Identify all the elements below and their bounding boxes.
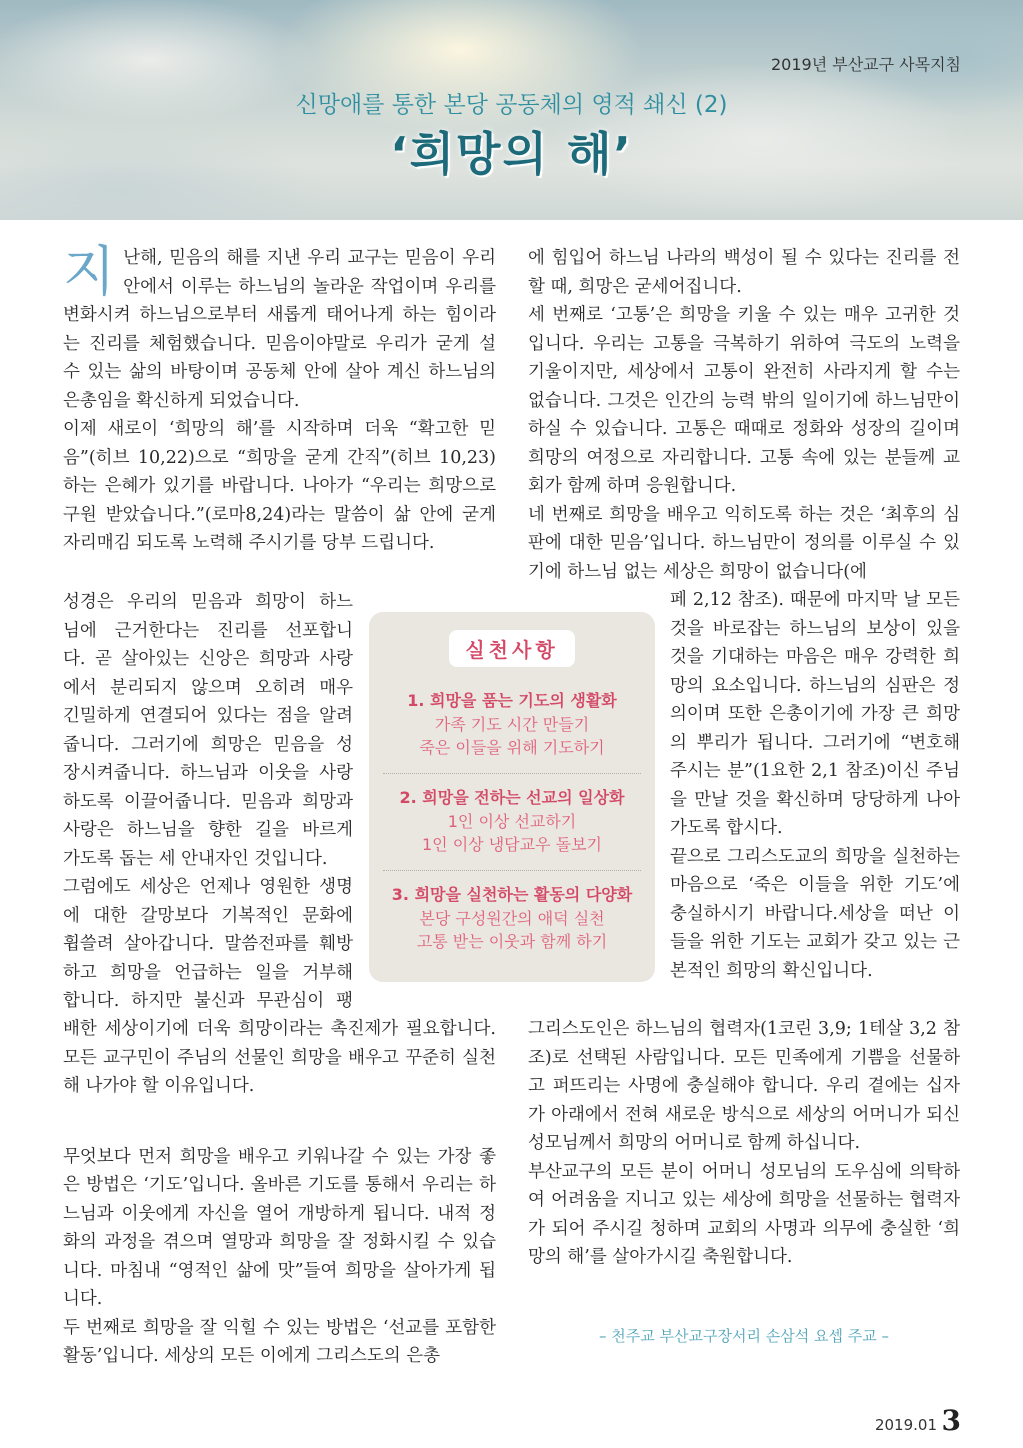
text-line: 사랑은 하느님을 향한 길을 바르게 bbox=[63, 820, 353, 840]
drop-cap: 지 bbox=[63, 240, 116, 303]
practice-action: 죽은 이들을 위해 기도하기 bbox=[419, 738, 605, 757]
right-column-top bbox=[528, 244, 960, 586]
text-line: 에서 분리되지 않으며 오히려 매우 bbox=[63, 677, 353, 698]
paragraph: 무엇보다 먼저 희망을 배우고 키워나갈 수 있는 가장 좋은 방법은 ‘기도’입니다. 올바른 기도를 통해서 우리는 하느님과 이웃에게 자신을 열어 개방하게 됩니다. 내적 정화의 과정을 겪으며 열망과 희망을 잘 정화시킬 수 있습니다. 마침내 “영적인 삶에 맛”들여 희망을 살아가게 됩니다. bbox=[63, 1146, 496, 1309]
practice-title: 3. 희망을 실천하는 활동의 다양화 bbox=[391, 885, 633, 904]
paragraph: 이제 새로이 ‘희망의 해’를 시작하며 더욱 “확고한 믿음”(히브 10,22)으로 “희망을 굳게 간직”(히브 10,23)하는 은혜가 있기를 바랍니다. 나아가 “우리는 희망으로 구원 받았습니다.”(로마8,24)라는 말씀이 삶 안에 굳게 자리매김 되도록 노력해 주시기를 당부 드립니다. bbox=[63, 419, 496, 553]
practice-action: 고통 받는 이웃과 함께 하기 bbox=[416, 932, 608, 951]
callout-header: 실천사항 bbox=[449, 630, 574, 667]
paragraph: 끝으로 그리스도교의 희망을 실천하는 마음으로 ‘죽은 이들을 위한 기도’에 충실하시기 바랍니다.세상을 떠난 이들을 위한 기도는 교회가 갖고 있는 근본적인 희망의 확신입니다. bbox=[670, 846, 960, 981]
paragraph: 부산교구의 모든 분이 어머니 성모님의 도우심에 의탁하여 어려움을 지니고 있는 세상에 희망을 선물하는 협력자가 되어 주시길 청하며 교회의 사명과 의무에 충실한 ‘희망의 해’를 살아가시길 축원합니다. bbox=[528, 1161, 960, 1267]
practice-action: 가족 기도 시간 만들기 bbox=[434, 715, 590, 734]
text-line: 다. 곧 살아있는 신앙은 희망과 사랑 bbox=[63, 649, 353, 669]
practice-callout bbox=[369, 612, 655, 982]
issue-date: 2019.01 bbox=[874, 1416, 937, 1434]
practice-action: 1인 이상 선교하기 bbox=[447, 812, 577, 831]
left-column-narrow bbox=[63, 588, 353, 1016]
text-line: 그럼에도 세상은 언제나 영원한 생명 bbox=[63, 877, 353, 897]
header-banner bbox=[0, 0, 1023, 220]
header-label: 2019년 부산교구 사목지침 bbox=[771, 55, 961, 74]
practice-item bbox=[383, 870, 641, 967]
text-line: 긴밀하게 연결되어 있다는 점을 알려 bbox=[63, 706, 353, 726]
paragraph: 배한 세상이기에 더욱 희망이라는 촉진제가 필요합니다. 모든 교구민이 주님의 선물인 희망을 배우고 꾸준히 실천해 나가야 할 이유입니다. bbox=[63, 1019, 496, 1096]
paragraph: 그리스도인은 하느님의 협력자(1코린 3,9; 1테살 3,2 참조)로 선택된 사람입니다. 모든 민족에게 기쁨을 선물하고 퍼뜨리는 사명에 충실해야 합니다. 우리 곁에는 십자가 아래에서 전혀 새로운 방식으로 세상의 어머니가 되신 성모님께서 희망의 어머니로 함께 하십니다. bbox=[528, 1019, 960, 1153]
text-line: 휩쓸려 살아갑니다. 말씀전파를 훼방 bbox=[63, 934, 353, 954]
page-number: 3 bbox=[941, 1404, 961, 1437]
paragraph: 세 번째로 ‘고통’은 희망을 키울 수 있는 매우 고귀한 것입니다. 우리는 고통을 극복하기 위하여 극도의 노력을 기울이지만, 세상에서 고통이 완전히 사라지게 할 수는 없습니다. 그것은 인간의 능력 밖의 일이기에 하느님만이 하실 수 있습니다. 고통은 때때로 정화와 성장의 길이며 희망의 여정으로 자리합니다. 고통 속에 있는 분들께 교회가 함께 하며 응원합니다. bbox=[528, 305, 960, 496]
text-line: 하고 희망을 언급하는 일을 거부해 bbox=[63, 962, 353, 983]
paragraph: 네 번째로 희망을 배우고 익히도록 하는 것은 ‘최후의 심판에 대한 믿음’입니다. 하느님만이 정의를 이루실 수 있기에 하느님 없는 세상은 희망이 없습니다(에 bbox=[528, 504, 960, 582]
text-line: 하도록 이끌어줍니다. 믿음과 희망과 bbox=[63, 791, 353, 812]
text-line: 성경은 우리의 믿음과 희망이 하느 bbox=[63, 592, 353, 612]
left-column-bottom bbox=[63, 1015, 496, 1371]
practice-action: 본당 구성원간의 애덕 실천 bbox=[419, 909, 605, 928]
text-line: 줍니다. 그러기에 희망은 믿음을 성 bbox=[63, 734, 353, 755]
page-title: ‘희망의 해’ bbox=[390, 127, 633, 181]
left-column-top bbox=[63, 240, 496, 558]
text-line: 에 대한 갈망보다 기복적인 문화에 bbox=[63, 905, 353, 926]
header-subtitle: 신망애를 통한 본당 공동체의 영적 쇄신 (2) bbox=[295, 92, 728, 118]
text-line: 님에 근거한다는 진리를 선포합니 bbox=[63, 620, 353, 641]
text-line: 합니다. 하지만 불신과 무관심이 팽 bbox=[63, 991, 353, 1011]
intro-text: 난해, 믿음의 해를 지낸 우리 교구는 믿음이 우리 안에서 이루는 하느님의 놀라운 작업이며 우리를 변화시켜 하느님으로부터 새롭게 태어나게 하는 힘이라는 진리를 체험했습니다. 믿음이야말로 우리가 굳게 설 수 있는 삶의 바탕이며 공동체 안에 살아 계신 하느님의 은총임을 확신하게 되었습니다. bbox=[63, 248, 496, 411]
practice-action: 1인 이상 냉담교우 돌보기 bbox=[422, 835, 602, 854]
practice-title: 1. 희망을 품는 기도의 생활화 bbox=[407, 691, 617, 710]
practice-item bbox=[383, 773, 641, 870]
paragraph: 페 2,12 참조). 때문에 마지막 날 모든 것을 바로잡는 하느님의 보상이 있을 것을 기대하는 마음은 매우 강력한 희망의 요소입니다. 하느님의 심판은 정의이며 또한 은총이기에 가장 큰 희망의 뿌리가 됩니다. 그러기에 “변호해 주시는 분”(1요한 2,1 참조)이신 주님을 만날 것을 확신하며 당당하게 나아가도록 합시다. bbox=[670, 590, 960, 838]
practice-title: 2. 희망을 전하는 선교의 일상화 bbox=[399, 788, 625, 807]
signature: – 천주교 부산교구장서리 손삼석 요셉 주교 – bbox=[599, 1327, 889, 1345]
paragraph: 에 힘입어 하느님 나라의 백성이 될 수 있다는 진리를 전할 때, 희망은 굳세어집니다. bbox=[528, 248, 960, 297]
text-line: 장시켜줍니다. 하느님과 이웃을 사랑 bbox=[63, 763, 353, 783]
right-column-bottom bbox=[528, 1015, 960, 1272]
intro-paragraph bbox=[63, 240, 496, 415]
right-column-narrow bbox=[670, 586, 960, 985]
paragraph: 두 번째로 희망을 잘 익힐 수 있는 방법은 ‘선교를 포함한 활동’입니다. 세상의 모든 이에게 그리스도의 은총 bbox=[63, 1317, 496, 1366]
text-line: 가도록 돕는 세 안내자인 것입니다. bbox=[63, 848, 328, 869]
practice-item bbox=[383, 677, 641, 773]
